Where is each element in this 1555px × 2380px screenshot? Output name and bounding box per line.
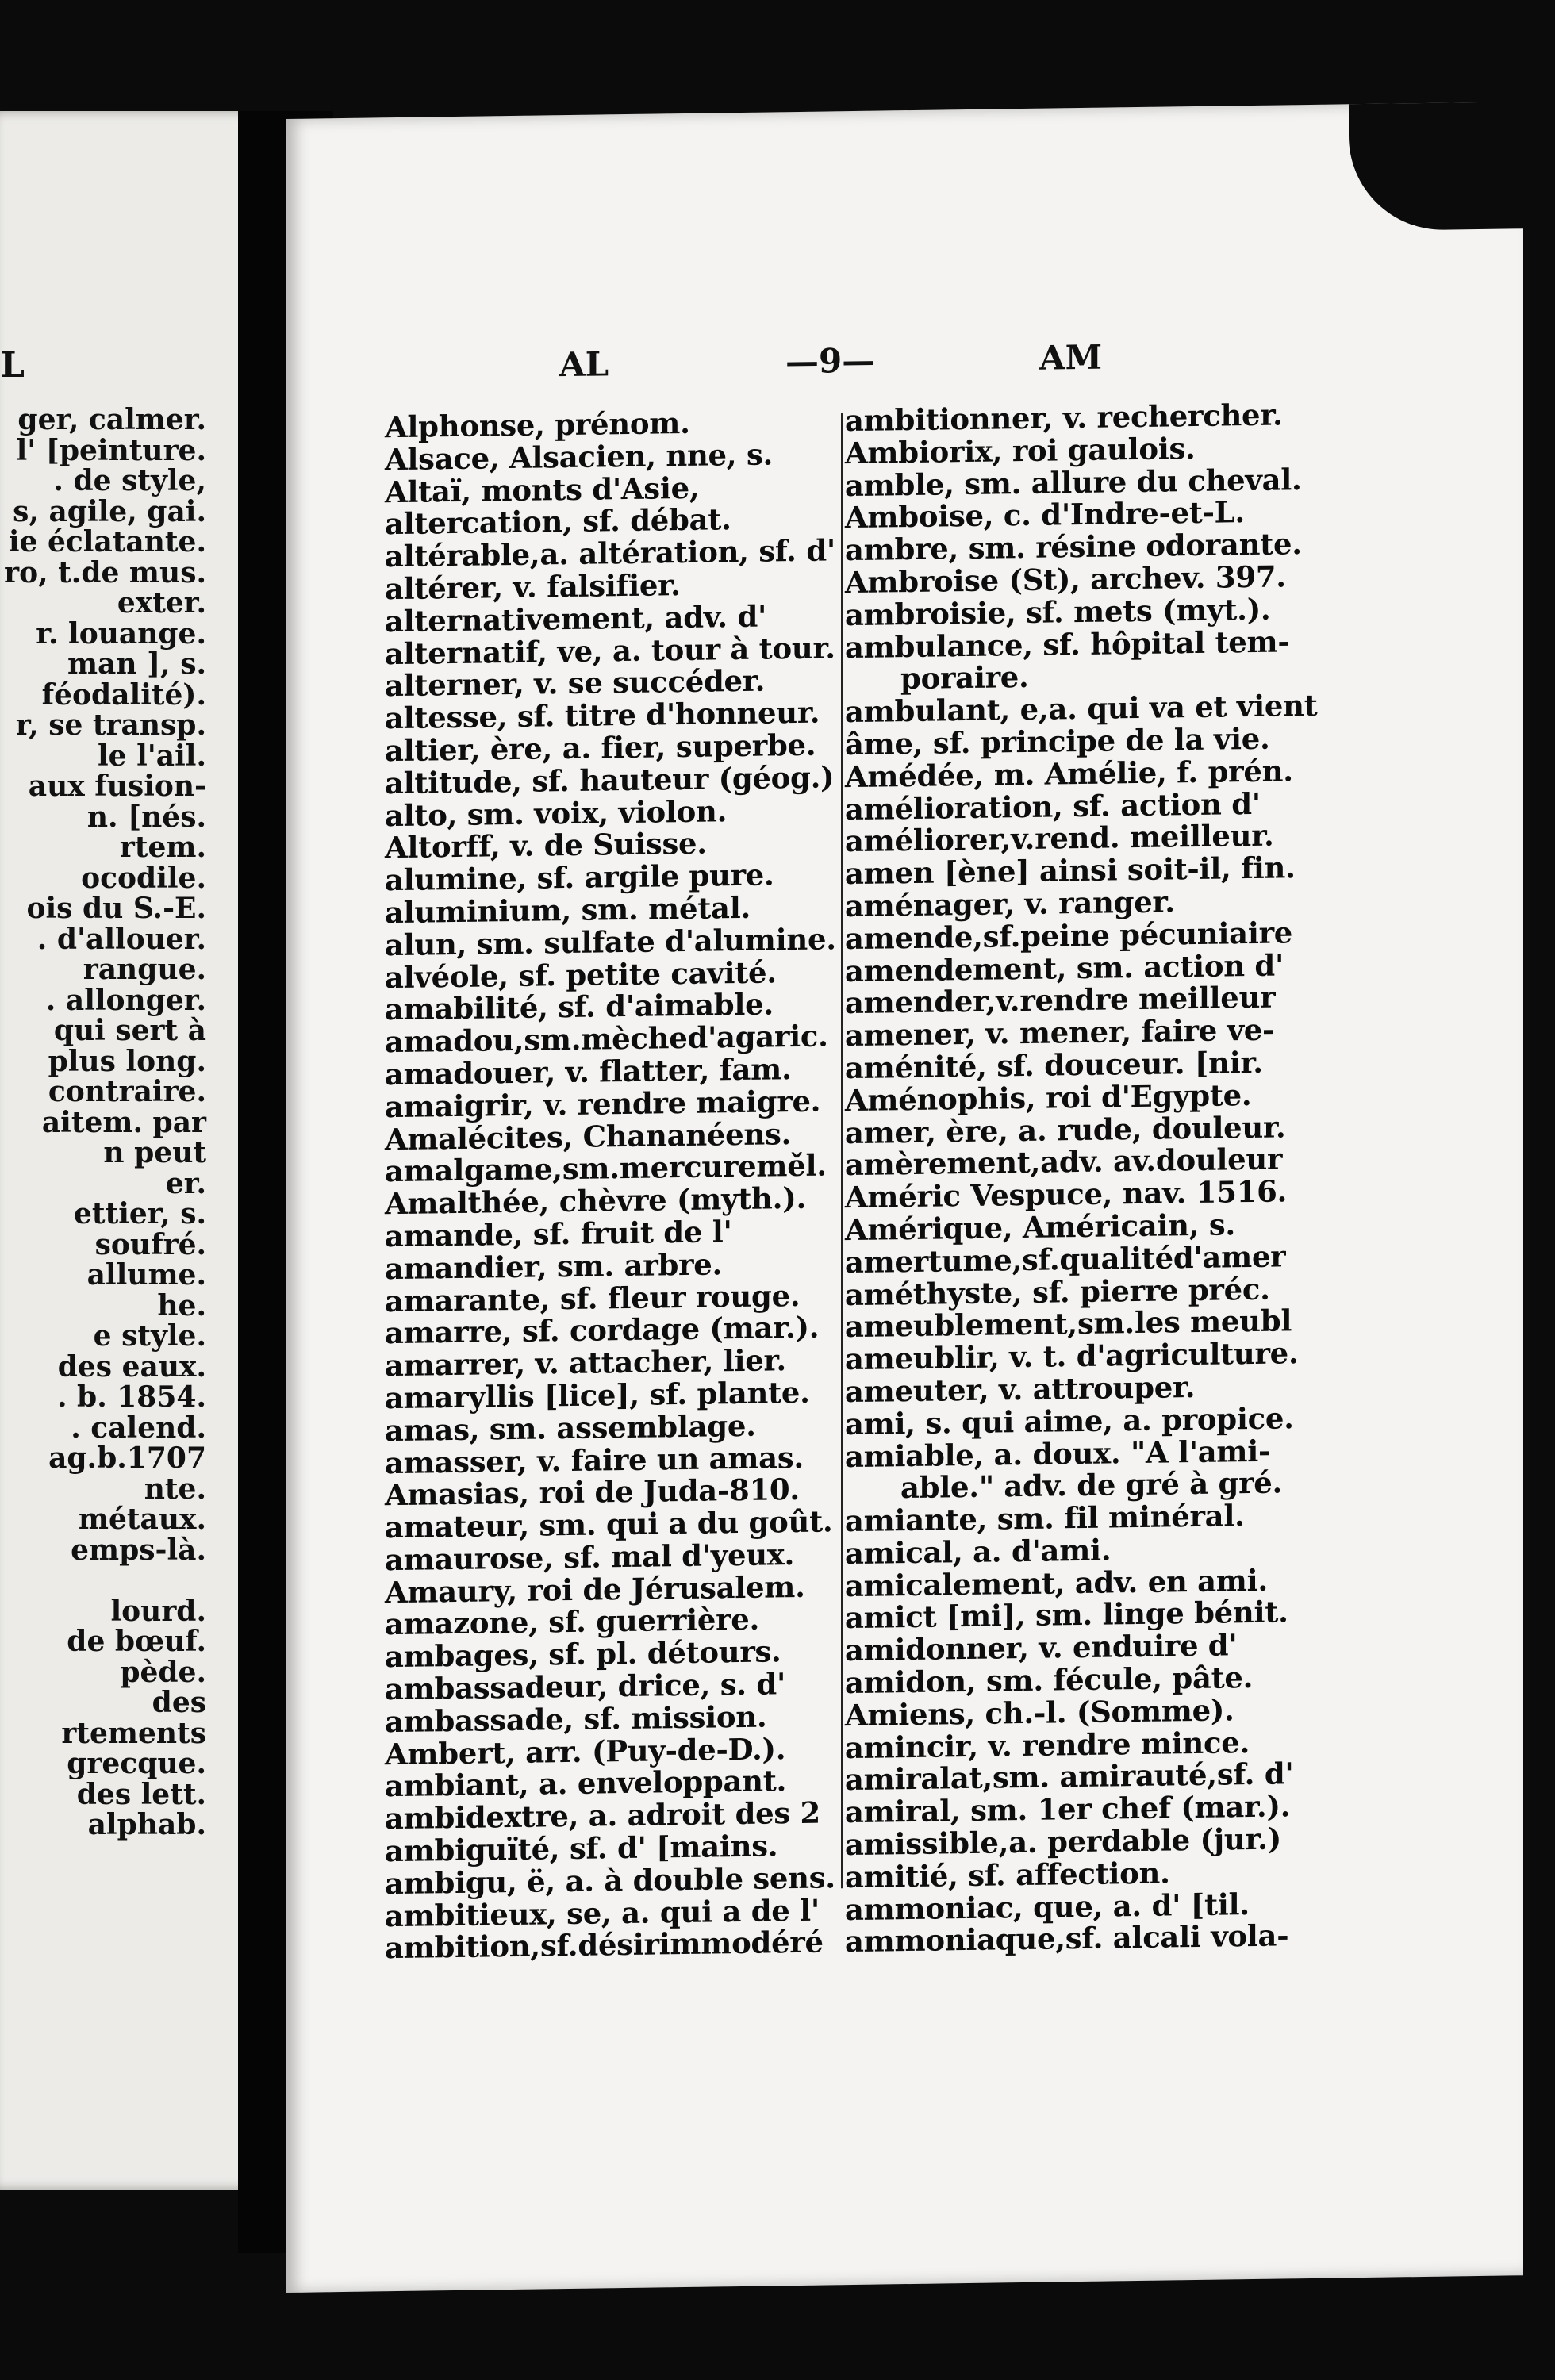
previous-page-line: le l'ail. xyxy=(97,739,206,773)
dictionary-entry: amble, sm. allure du cheval. xyxy=(845,461,1302,503)
dictionary-entry: amende,sf.peine pécuniaire xyxy=(845,915,1293,956)
previous-page-line: qui sert à xyxy=(53,1014,206,1047)
dictionary-entry: Ambroise (St), archev. 397. xyxy=(845,559,1286,601)
dictionary-entry: amaryllis [lice], sf. plante. xyxy=(385,1374,810,1416)
previous-page-line: he. xyxy=(157,1288,206,1322)
dictionary-entry: âme, sf. principe de la vie. xyxy=(845,720,1270,762)
previous-page-line: n peut xyxy=(103,1136,206,1169)
previous-page-heading: L xyxy=(0,345,25,386)
dictionary-entry: ammoniaque,sf. alcali vola- xyxy=(845,1917,1289,1960)
dictionary-entry: ameuter, v. attrouper. xyxy=(845,1368,1196,1410)
dictionary-entry: amasser, v. faire un amas. xyxy=(385,1439,804,1480)
dictionary-entry: Amalthée, chèvre (myth.). xyxy=(385,1180,807,1222)
dictionary-entry: ambroisie, sf. mets (myt.). xyxy=(845,591,1271,632)
dictionary-entry: Alsace, Alsacien, nne, s. xyxy=(385,436,774,478)
dictionary-entry: améthyste, sf. pierre préc. xyxy=(845,1271,1270,1312)
previous-page-line: aitem. par xyxy=(41,1105,206,1139)
dictionary-entry: amener, v. mener, faire ve- xyxy=(845,1012,1275,1054)
previous-page-line: ie éclatante. xyxy=(8,525,206,559)
dictionary-entry: amalgame,sm.mercureměl. xyxy=(385,1147,827,1189)
dictionary-entry: altier, ère, a. fier, superbe. xyxy=(385,727,816,769)
dictionary-entry: Altaï, monts d'Asie, xyxy=(385,470,700,509)
dictionary-entry: amitié, sf. affection. xyxy=(845,1855,1170,1895)
previous-page-line: ag.b.1707 xyxy=(48,1441,206,1475)
dictionary-entry: amincir, v. rendre mince. xyxy=(845,1724,1250,1765)
dictionary-entry: alterner, v. se succéder. xyxy=(385,662,766,704)
dictionary-entry: ambulance, sf. hôpital tem- xyxy=(845,623,1290,665)
page-number: —9— xyxy=(785,340,876,382)
dictionary-entry: ami, s. qui aime, a. propice. xyxy=(845,1399,1294,1441)
dictionary-entry: alternatif, ve, a. tour à tour. xyxy=(385,629,835,671)
dictionary-entry: ambassadeur, drice, s. d' xyxy=(385,1666,786,1707)
dictionary-entry: altesse, sf. titre d'honneur. xyxy=(385,694,820,736)
dictionary-entry: amendement, sm. action d' xyxy=(845,946,1284,988)
dictionary-entry: altérable,a. altération, sf. d' xyxy=(385,532,835,574)
previous-page-line: ocodile. xyxy=(81,861,206,895)
previous-page-line: . allonger. xyxy=(45,983,206,1017)
dictionary-entry: amiable, a. doux. "A l'ami- xyxy=(845,1433,1271,1474)
dictionary-entry: Ambert, arr. (Puy-de-D.). xyxy=(385,1730,786,1772)
previous-page-line: aux fusion- xyxy=(28,770,206,803)
previous-page-line: des lett. xyxy=(76,1777,206,1811)
dictionary-entry: ambitieux, se, a. qui a de l' xyxy=(385,1892,820,1933)
dictionary-entry: alumine, sf. argile pure. xyxy=(385,857,774,898)
dictionary-entry: Amaury, roi de Jérusalem. xyxy=(385,1568,805,1610)
previous-page-line: s, agile, gai. xyxy=(13,494,206,528)
dictionary-entry: ambition,sf.désirimmodéré xyxy=(385,1924,824,1966)
dictionary-entry: ambre, sm. résine odorante. xyxy=(845,526,1302,568)
previous-page-line: er. xyxy=(165,1166,206,1200)
dictionary-entry: Altorff, v. de Suisse. xyxy=(385,825,707,866)
dictionary-entry: amaigrir, v. rendre maigre. xyxy=(385,1083,821,1124)
dictionary-entry: altitude, sf. hauteur (géog.) xyxy=(385,759,835,801)
previous-page-line: alphab. xyxy=(87,1808,206,1841)
previous-page-line: plus long. xyxy=(48,1044,206,1078)
previous-page-line: . d'allouer. xyxy=(36,922,206,956)
previous-page-line: rtements xyxy=(61,1716,206,1750)
dictionary-entry: alun, sm. sulfate d'alumine. xyxy=(385,921,836,963)
previous-page-line: e style. xyxy=(93,1319,206,1353)
previous-page-line: soufré. xyxy=(94,1227,206,1261)
dictionary-entry: ameublement,sm.les meubl xyxy=(845,1303,1292,1345)
dictionary-entry: Aménophis, roi d'Egypte. xyxy=(845,1077,1252,1118)
dictionary-entry: Amiens, ch.-l. (Somme). xyxy=(845,1692,1234,1733)
previous-page-line: . b. 1854. xyxy=(56,1380,206,1414)
dictionary-entry: amarrer, v. attacher, lier. xyxy=(385,1342,786,1384)
dictionary-entry: altercation, sf. débat. xyxy=(385,501,731,542)
column-divider xyxy=(841,413,843,1888)
previous-page-line: . de style, xyxy=(53,464,206,497)
dictionary-entry: Améric Vespuce, nav. 1516. xyxy=(845,1173,1288,1215)
header-left-guide-word: AL xyxy=(559,344,609,385)
dictionary-entry: amer, ère, a. rude, douleur. xyxy=(845,1108,1286,1150)
previous-page-line: rangue. xyxy=(83,953,206,986)
dictionary-entry: ameublir, v. t. d'agriculture. xyxy=(845,1335,1299,1377)
dictionary-entry: alternativement, adv. d' xyxy=(385,598,767,639)
previous-page-line: emps-là. xyxy=(71,1533,206,1567)
left-column xyxy=(385,405,861,1965)
dictionary-entry: amertume,sf.qualitéd'amer xyxy=(845,1238,1286,1280)
dictionary-entry: ambigu, ë, a. à double sens. xyxy=(385,1860,835,1902)
dictionary-entry: amèrement,adv. av.douleur xyxy=(845,1141,1283,1183)
dictionary-entry: amidonner, v. enduire d' xyxy=(845,1627,1238,1668)
dictionary-entry: amict [mi], sm. linge bénit. xyxy=(845,1594,1288,1636)
dictionary-entry: amical, a. d'ami. xyxy=(845,1532,1112,1572)
previous-page-line: rtem. xyxy=(119,831,206,864)
header-right-guide-word: AM xyxy=(1039,337,1103,378)
dictionary-entry: amandier, sm. arbre. xyxy=(385,1246,723,1286)
dictionary-entry: amender,v.rendre meilleur xyxy=(845,979,1276,1021)
previous-page-line: contraire. xyxy=(48,1075,206,1108)
dictionary-entry: alto, sm. voix, violon. xyxy=(385,793,728,833)
dictionary-entry: amélioration, sf. action d' xyxy=(845,785,1261,827)
dictionary-entry: amabilité, sf. d'aimable. xyxy=(385,986,774,1027)
previous-page-line: pède. xyxy=(120,1655,206,1689)
dictionary-entry: amidon, sm. fécule, pâte. xyxy=(845,1660,1254,1701)
page-corner-damage xyxy=(1349,102,1523,231)
dictionary-entry: amadouer, v. flatter, fam. xyxy=(385,1051,792,1092)
previous-page-line: nte. xyxy=(144,1472,206,1506)
previous-page-line: ger, calmer. xyxy=(17,403,206,436)
dictionary-entry: Amboise, c. d'Indre-et-L. xyxy=(845,494,1245,536)
dictionary-entry: amissible,a. perdable (jur.) xyxy=(845,1821,1281,1863)
dictionary-entry: poraire. xyxy=(900,659,1029,697)
dictionary-entry: ambiguïté, sf. d' [mains. xyxy=(385,1828,778,1869)
dictionary-entry: alvéole, sf. petite cavité. xyxy=(385,954,777,995)
dictionary-entry: Amérique, Américain, s. xyxy=(845,1207,1236,1248)
previous-page-line: des xyxy=(152,1686,206,1719)
previous-page-line: r. louange. xyxy=(36,616,206,651)
previous-page-line: ois du S.-E. xyxy=(26,892,206,925)
dictionary-entry: ambages, sf. pl. détours. xyxy=(385,1633,781,1675)
dictionary-entry: ambassade, sf. mission. xyxy=(385,1699,767,1740)
dictionary-entry: altérer, v. falsifier. xyxy=(385,567,681,607)
previous-page-line: grecque. xyxy=(67,1747,206,1780)
previous-page-line: de bœuf. xyxy=(67,1625,206,1658)
previous-page-line: n. [nés. xyxy=(86,800,206,834)
dictionary-entry: ambidextre, a. adroit des 2 xyxy=(385,1795,820,1837)
dictionary-entry: amateur, sm. qui a du goût. xyxy=(385,1503,833,1545)
dictionary-entry: ammoniac, que, a. d' [til. xyxy=(845,1886,1250,1927)
dictionary-entry: amen [ène] ainsi soit-il, fin. xyxy=(845,850,1296,892)
previous-page-line: lourd. xyxy=(110,1594,206,1628)
previous-page-line: . calend. xyxy=(71,1411,206,1445)
previous-page-line: des eaux. xyxy=(57,1349,206,1384)
dictionary-entry: amande, sf. fruit de l' xyxy=(385,1214,732,1254)
dictionary-entry: Amasias, roi de Juda-810. xyxy=(385,1472,800,1513)
dictionary-entry: ambitionner, v. rechercher. xyxy=(845,397,1283,439)
page-header xyxy=(286,332,1523,397)
dictionary-entry: Ambiorix, roi gaulois. xyxy=(845,430,1196,470)
dictionary-entry: amiral, sm. 1er chef (mar.). xyxy=(845,1788,1291,1830)
dictionary-entry: aménager, v. ranger. xyxy=(845,884,1175,924)
right-column xyxy=(845,397,1353,1958)
dictionary-entry: amazone, sf. guerrière. xyxy=(385,1602,760,1642)
previous-page-line: l' [peinture. xyxy=(16,433,206,467)
dictionary-entry: améliorer,v.rend. meilleur. xyxy=(845,817,1274,859)
dictionary-entry: amicalement, adv. en ami. xyxy=(845,1562,1268,1603)
previous-page-line: allume. xyxy=(86,1258,206,1292)
dictionary-entry: amarante, sf. fleur rouge. xyxy=(385,1277,801,1319)
dictionary-entry: able." adv. de gré à gré. xyxy=(900,1464,1283,1506)
dictionary-entry: amas, sm. assemblage. xyxy=(385,1407,756,1448)
dictionary-entry: Alphonse, prénom. xyxy=(385,405,690,445)
dictionary-entry: amarre, sf. cordage (mar.). xyxy=(385,1309,820,1351)
previous-page-line: métaux. xyxy=(78,1503,206,1536)
dictionary-entry: Amalécites, Chananéens. xyxy=(385,1115,792,1157)
previous-page-line: ettier, s. xyxy=(74,1197,206,1230)
dictionary-entry: amiralat,sm. amirauté,sf. d' xyxy=(845,1756,1294,1798)
dictionary-entry: aménité, sf. douceur. [nir. xyxy=(845,1044,1263,1086)
previous-page-line: r, se transp. xyxy=(15,708,206,742)
dictionary-entry: amadou,sm.mèched'agaric. xyxy=(385,1018,828,1060)
dictionary-entry: Amédée, m. Amélie, f. prén. xyxy=(845,753,1293,794)
dictionary-entry: amiante, sm. fil minéral. xyxy=(845,1498,1245,1539)
previous-page-line xyxy=(196,1565,206,1596)
previous-page-line: man ], s. xyxy=(67,647,206,681)
dictionary-entry: aluminium, sm. métal. xyxy=(385,889,751,931)
dictionary-page xyxy=(286,102,1523,2293)
previous-page-line: exter. xyxy=(117,586,206,620)
dictionary-entry: amaurose, sf. mal d'yeux. xyxy=(385,1536,795,1578)
previous-page-line: féodalité). xyxy=(41,678,206,712)
dictionary-entry: ambiant, a. enveloppant. xyxy=(385,1763,787,1804)
dictionary-entry: ambulant, e,a. qui va et vient xyxy=(845,688,1318,730)
previous-page-line: ro, t.de mus. xyxy=(4,555,206,589)
previous-page-lines xyxy=(4,405,206,1841)
